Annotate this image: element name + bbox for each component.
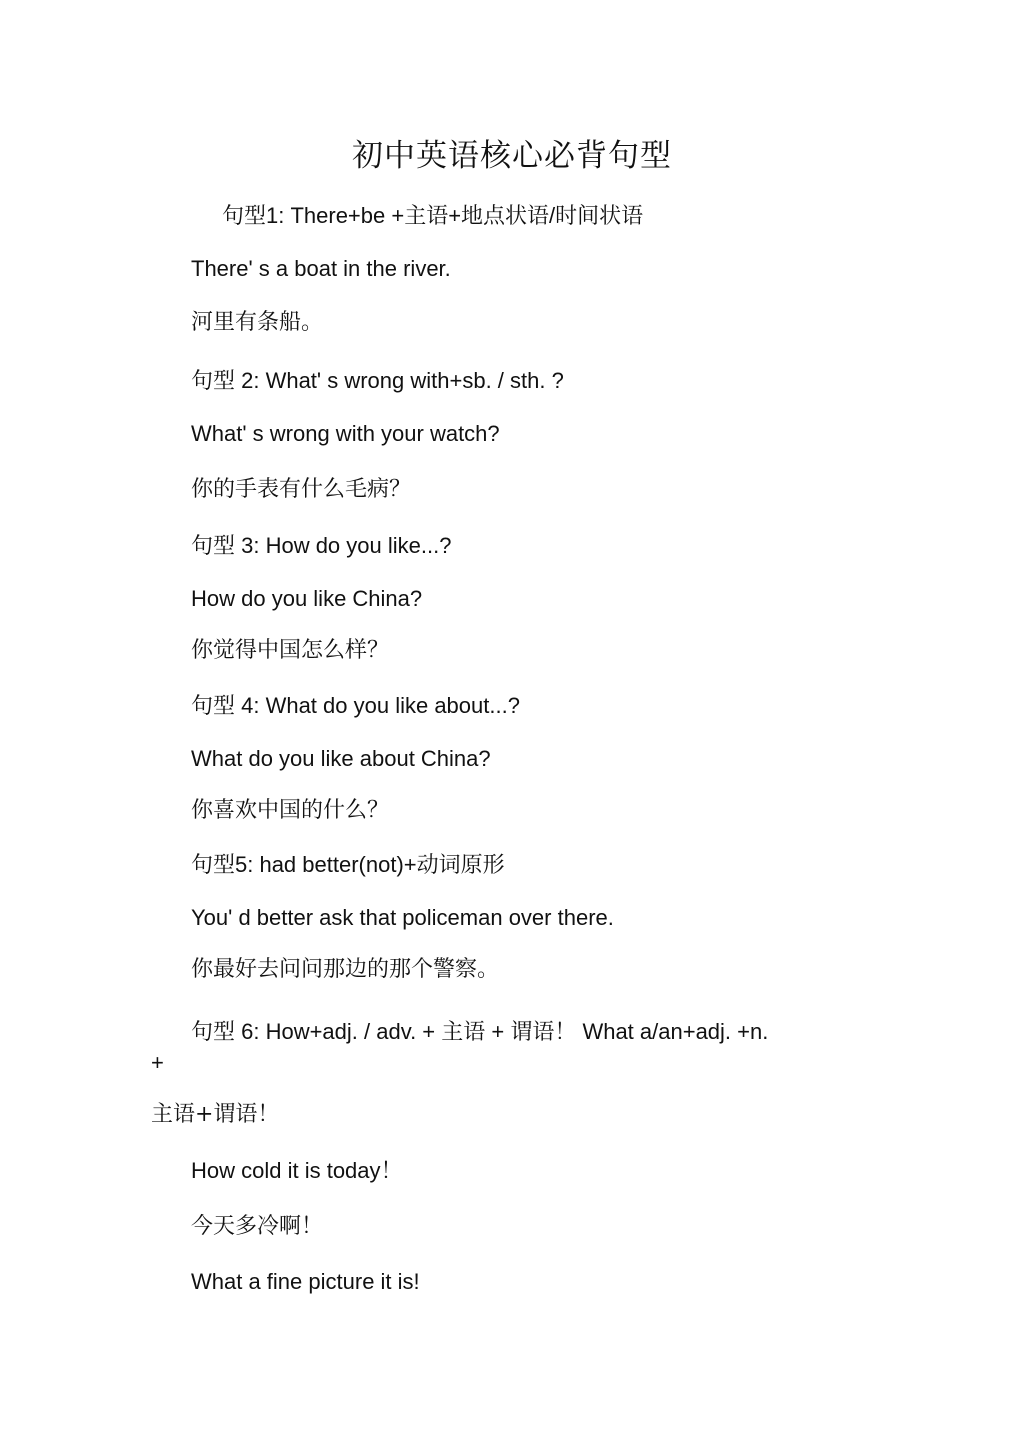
pattern-2-example-en: What' s wrong with your watch? (191, 421, 500, 446)
pattern-6-example-1-zh: 今天多冷啊！ (191, 1214, 324, 1239)
pattern-6-example-1-en: How cold it is today！ (191, 1158, 403, 1183)
pattern-3-heading: 句型 3: How do you like...? (191, 533, 452, 558)
pattern-6-example-2-en: What a fine picture it is! (191, 1269, 420, 1294)
pattern-4-heading: 句型 4: What do you like about...? (191, 693, 520, 718)
pattern-5-heading: 句型5: had better(not)+动词原形 (191, 852, 505, 877)
pattern-6-heading-tail: 主语+谓语！ (151, 1102, 280, 1127)
document-title: 初中英语核心必背句型 (352, 138, 672, 174)
pattern-1-example-zh: 河里有条船。 (191, 310, 324, 335)
pattern-2-example-zh: 你的手表有什么毛病？ (191, 477, 412, 502)
pattern-1-heading: 句型1: There+be +主语+地点状语/时间状语 (222, 203, 644, 228)
pattern-6-heading-continuation: + (151, 1050, 164, 1075)
pattern-2-heading: 句型 2: What' s wrong with+sb. / sth. ? (191, 368, 564, 393)
pattern-3-example-zh: 你觉得中国怎么样？ (191, 638, 390, 663)
pattern-6-heading: 句型 6: How+adj. / adv. + 主语 + 谓语！ What a/an+adj. +n. (191, 1019, 769, 1044)
pattern-4-example-en: What do you like about China? (191, 746, 491, 771)
pattern-5-example-en: You' d better ask that policeman over there. (191, 905, 614, 930)
pattern-1-example-en: There' s a boat in the river. (191, 256, 451, 281)
pattern-5-example-zh: 你最好去问问那边的那个警察。 (191, 957, 500, 982)
pattern-4-example-zh: 你喜欢中国的什么？ (191, 798, 390, 823)
pattern-3-example-en: How do you like China? (191, 586, 423, 611)
